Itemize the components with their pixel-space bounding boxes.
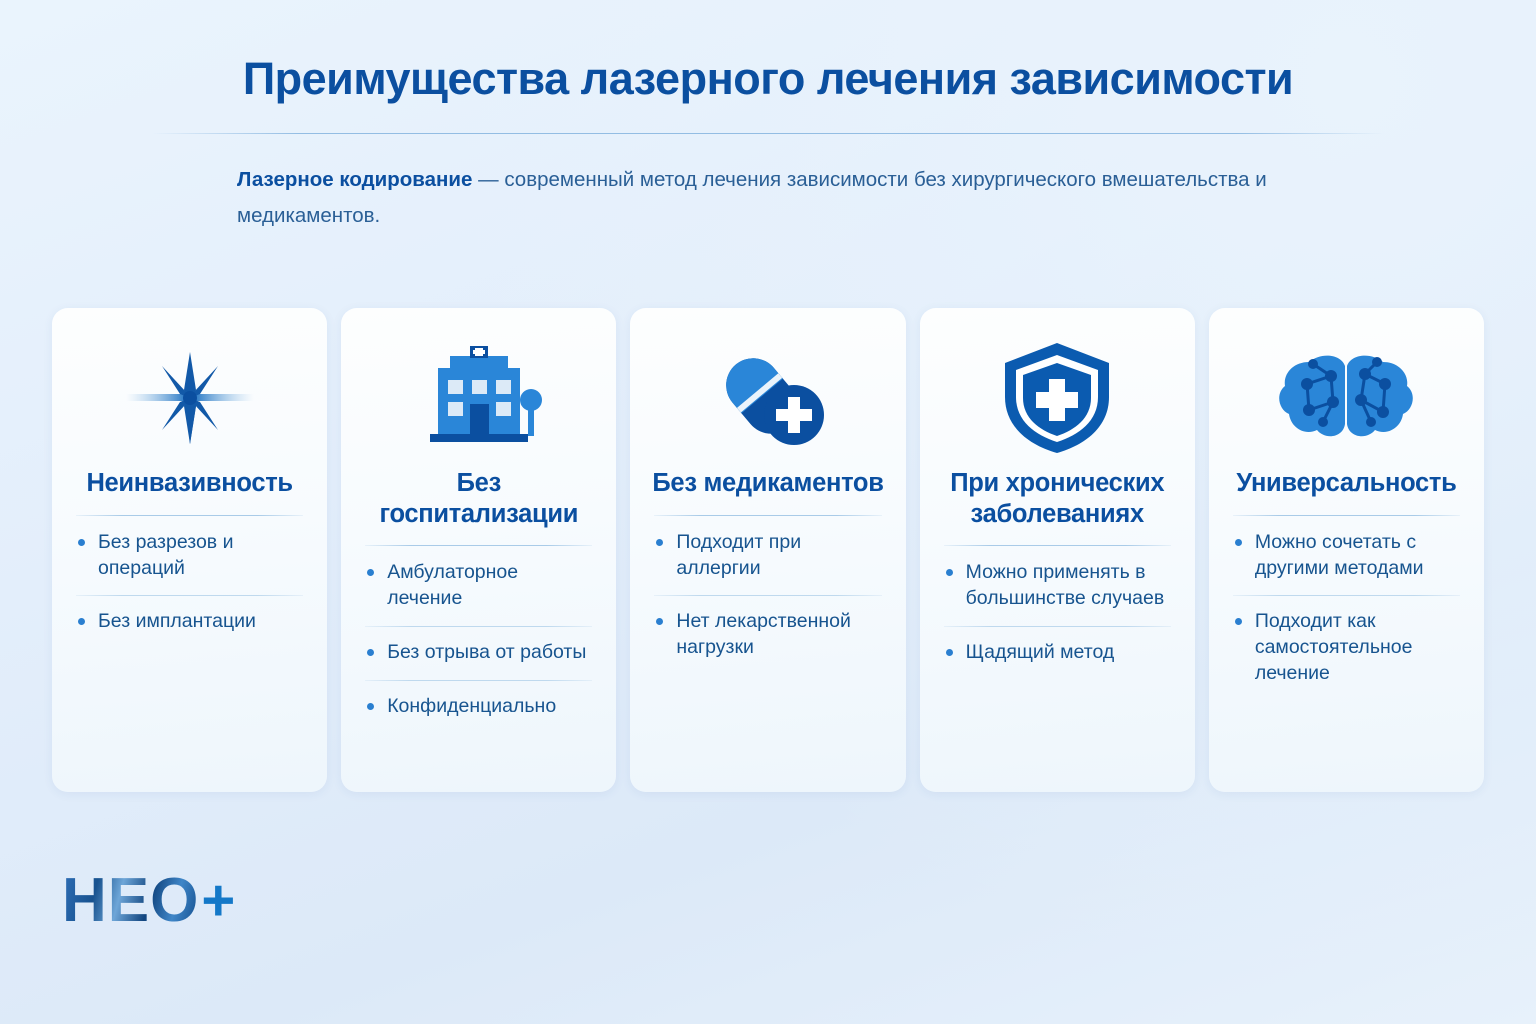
bullet-divider (944, 626, 1171, 627)
bullet-dot (78, 618, 85, 625)
list-item (1231, 530, 1462, 582)
bullet-list (363, 560, 594, 720)
bullet-divider (365, 680, 592, 681)
bullet-dot (656, 618, 663, 625)
bullet-dot (367, 569, 374, 576)
header (0, 0, 1536, 233)
bullet-text: Можно применять в большинстве случаев (965, 561, 1165, 610)
logo-text: НЕО (62, 866, 200, 935)
laser-burst-icon (74, 338, 305, 458)
bullet-dot (656, 539, 663, 546)
brand-logo (62, 866, 236, 935)
list-item (652, 609, 883, 661)
bullet-dot (946, 649, 953, 656)
hospital-building-icon (363, 338, 594, 458)
bullet-list (1231, 530, 1462, 688)
list-item (363, 640, 594, 666)
benefit-card-no-medication (630, 308, 905, 792)
bullet-divider (365, 626, 592, 627)
benefit-cards (52, 308, 1484, 792)
bullet-dot (367, 703, 374, 710)
bullet-text: Подходит как самостоятельное лечение (1254, 610, 1413, 685)
card-title-divider (944, 545, 1171, 546)
title-divider (152, 133, 1384, 134)
bullet-divider (654, 595, 881, 596)
benefit-card-universality (1209, 308, 1484, 792)
card-title-divider (1233, 515, 1460, 516)
bullet-list (652, 530, 883, 662)
bullet-list (74, 530, 305, 636)
list-item (942, 560, 1173, 612)
bullet-text: Без разрезов и операций (98, 530, 234, 579)
bullet-dot (78, 539, 85, 546)
benefit-card-no-hospitalization (341, 308, 616, 792)
bullet-text: Без отрыва от работы (387, 641, 587, 664)
bullet-divider (76, 595, 303, 596)
bullet-dot (367, 649, 374, 656)
logo-plus-icon: + (201, 868, 236, 933)
list-item (652, 530, 883, 582)
subtitle-rest: — современный метод лечения зависимости без хирургического вмешательства и медикаментов. (237, 168, 1267, 227)
bullet-dot (946, 569, 953, 576)
subtitle-strong: Лазерное кодирование (237, 168, 473, 192)
card-title: Без госпитализации (379, 469, 579, 528)
bullet-text: Можно сочетать с другими методами (1254, 530, 1424, 579)
brain-network-icon (1231, 338, 1462, 458)
benefit-card-chronic-conditions (920, 308, 1195, 792)
subtitle (152, 162, 1384, 233)
pills-medical-cross-icon (652, 338, 883, 458)
list-item (74, 609, 305, 635)
list-item (363, 560, 594, 612)
list-item (363, 694, 594, 720)
card-title: При хронических заболеваниях (950, 469, 1165, 528)
bullet-text: Без имплантации (98, 610, 256, 633)
list-item (1231, 609, 1462, 687)
bullet-text: Нет лекарственной нагрузки (676, 610, 851, 659)
list-item (74, 530, 305, 582)
bullet-text: Подходит при аллергии (676, 530, 802, 579)
card-title: Без медикаментов (652, 469, 884, 497)
bullet-text: Конфиденциально (387, 694, 557, 717)
page-title: Преимущества лазерного лечения зависимости (242, 53, 1294, 104)
card-title-divider (76, 515, 303, 516)
bullet-divider (1233, 595, 1460, 596)
bullet-list (942, 560, 1173, 666)
shield-cross-icon (942, 338, 1173, 458)
list-item (942, 640, 1173, 666)
bullet-text: Амбулаторное лечение (387, 561, 519, 610)
bullet-dot (1235, 618, 1242, 625)
card-title: Неинвазивность (86, 469, 293, 497)
card-title-divider (654, 515, 881, 516)
bullet-dot (1235, 539, 1242, 546)
card-title-divider (365, 545, 592, 546)
card-title: Универсальность (1236, 469, 1457, 497)
bullet-text: Щадящий метод (965, 641, 1115, 664)
benefit-card-noninvasive (52, 308, 327, 792)
